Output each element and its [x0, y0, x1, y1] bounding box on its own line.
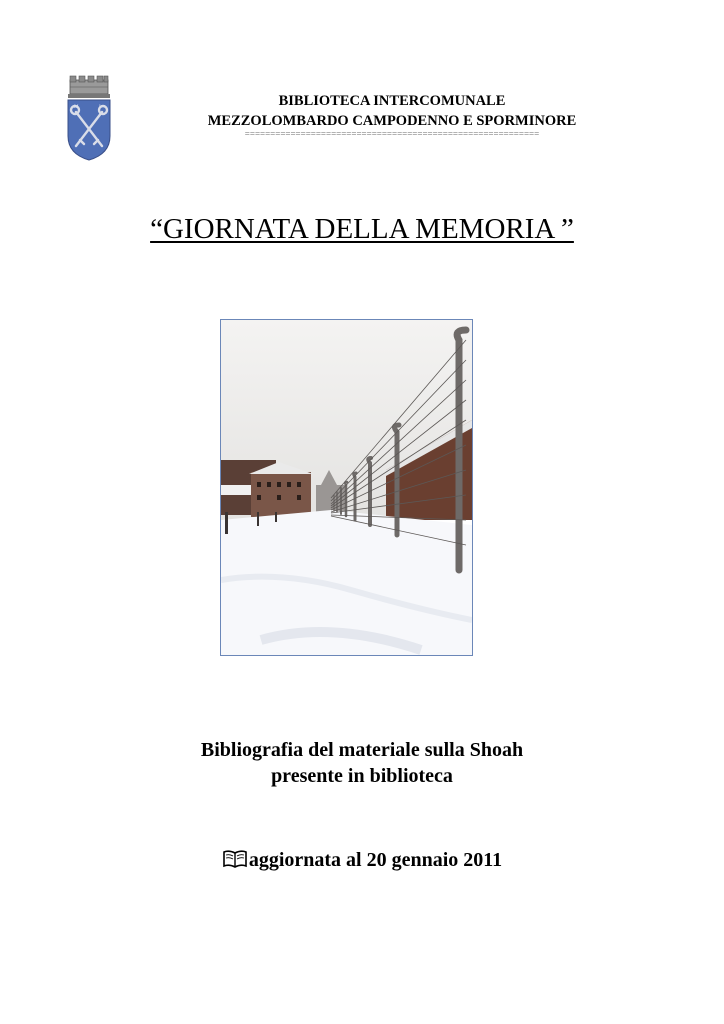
update-note [0, 847, 724, 873]
cover-photo [220, 319, 473, 656]
svg-text:I: I [99, 105, 101, 110]
document-title [0, 212, 724, 246]
coat-of-arms-logo [64, 74, 114, 162]
library-name: BIBLIOTECA INTERCOMUNALE [278, 93, 506, 109]
update-date-text: aggiornata al 20 gennaio 2011 [248, 849, 503, 871]
library-municipalities: MEZZOLOMBARDO CAMPODENNO E SPORMINORE [207, 113, 577, 129]
document-title-text: “GIORNATA DELLA MEMORIA ” [150, 213, 574, 245]
svg-text:M: M [74, 105, 79, 110]
header-divider: ========================================================== [244, 129, 540, 139]
subtitle-line-2: presente in biblioteca [271, 765, 453, 787]
crown-icon [68, 76, 110, 98]
book-icon [222, 849, 248, 869]
subtitle-line-1: Bibliografia del materiale sulla Shoah [200, 739, 524, 761]
